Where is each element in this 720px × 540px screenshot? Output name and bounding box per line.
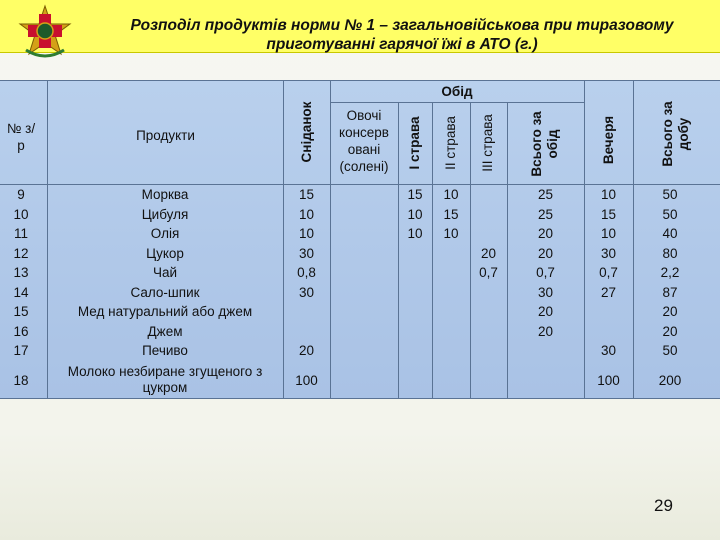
cell-breakfast: 10 xyxy=(298,206,315,222)
cell-c2: 10 xyxy=(443,226,459,241)
cell-product: Сало-шпик xyxy=(130,284,200,300)
cell-product: Цукор xyxy=(146,245,184,261)
cell-product: Цибуля xyxy=(141,206,189,222)
cell-lunch-total: 20 xyxy=(537,323,554,339)
header-second-course: ІІ страва xyxy=(443,116,458,170)
cell-n: 11 xyxy=(13,226,28,241)
cell-n: 9 xyxy=(17,187,25,202)
cell-c1: 10 xyxy=(407,206,423,222)
header-canned-veg: Овочі консерв овані (солені) xyxy=(339,108,389,174)
cell-day-total: 40 xyxy=(662,226,678,241)
cell-breakfast: 100 xyxy=(295,372,318,388)
cell-c1: 15 xyxy=(407,187,423,202)
cell-day-total: 87 xyxy=(662,284,678,300)
cell-dinner: 15 xyxy=(600,206,617,222)
emblem-icon xyxy=(18,4,72,62)
grid-line xyxy=(432,102,433,398)
cell-product: Печиво xyxy=(142,343,188,358)
cell-lunch-total: 20 xyxy=(537,304,554,319)
grid-line xyxy=(330,80,331,398)
cell-n: 10 xyxy=(13,206,29,222)
title-line-1: Розподіл продуктів норми № 1 – загальновійськова при тиразовому xyxy=(130,17,674,34)
header-breakfast: Сніданок xyxy=(299,101,314,163)
cell-day-total: 20 xyxy=(662,323,678,339)
cell-product: Морква xyxy=(141,187,189,202)
cell-breakfast: 0,8 xyxy=(297,265,316,280)
cell-breakfast: 15 xyxy=(298,187,315,202)
cell-c3: 0,7 xyxy=(479,265,498,280)
cell-lunch-total: 0,7 xyxy=(536,265,555,280)
header-first-course: І страва xyxy=(407,116,422,170)
header-num: № з/р xyxy=(6,121,36,153)
cell-day-total: 50 xyxy=(662,343,678,358)
cell-lunch-total: 20 xyxy=(537,245,554,261)
cell-dinner: 0,7 xyxy=(599,265,618,280)
cell-c2: 10 xyxy=(443,187,459,202)
cell-c1: 10 xyxy=(407,226,423,241)
cell-n: 12 xyxy=(13,245,29,261)
cell-n: 18 xyxy=(13,372,29,388)
cell-c3: 20 xyxy=(480,245,497,261)
header-third-course: ІІІ страва xyxy=(480,114,495,172)
cell-day-total: 2,2 xyxy=(660,265,680,280)
cell-dinner: 30 xyxy=(600,343,617,358)
header-lunch: Обід xyxy=(441,84,473,99)
ration-table xyxy=(0,80,720,398)
cell-product: Олія xyxy=(150,226,180,241)
grid-line xyxy=(0,184,720,185)
cell-lunch-total: 25 xyxy=(537,187,554,202)
title-line-2: приготуванні гарячої їжі в АТО (г.) xyxy=(266,36,538,53)
page-number: 29 xyxy=(654,496,673,515)
header-total-lunch: Всього за обід xyxy=(529,111,560,177)
grid-line xyxy=(0,80,720,81)
cell-day-total: 20 xyxy=(662,304,678,319)
grid-line xyxy=(0,398,720,399)
cell-c2: 15 xyxy=(443,206,459,222)
cell-product: Джем xyxy=(147,323,183,339)
header-products: Продукти xyxy=(136,128,195,143)
cell-dinner: 10 xyxy=(600,187,617,202)
header-total-day: Всього за добу xyxy=(660,101,691,167)
cell-lunch-total: 30 xyxy=(537,284,554,300)
cell-n: 16 xyxy=(13,323,29,339)
cell-product: Молоко незбиране згущеного з цукром xyxy=(67,363,263,395)
slide-title xyxy=(92,16,712,54)
cell-lunch-total: 25 xyxy=(537,206,554,222)
cell-breakfast: 20 xyxy=(298,343,315,358)
cell-day-total: 200 xyxy=(658,372,682,388)
cell-day-total: 50 xyxy=(662,206,678,222)
cell-breakfast: 30 xyxy=(298,245,315,261)
cell-dinner: 10 xyxy=(600,226,617,241)
cell-n: 14 xyxy=(13,284,29,300)
cell-breakfast: 30 xyxy=(298,284,315,300)
cell-day-total: 80 xyxy=(662,245,678,261)
cell-breakfast: 10 xyxy=(298,226,315,241)
cell-lunch-total: 20 xyxy=(537,226,554,241)
header-dinner: Вечеря xyxy=(601,115,616,165)
cell-dinner: 100 xyxy=(597,372,620,388)
cell-product: Мед натуральний або джем xyxy=(77,304,253,319)
cell-dinner: 30 xyxy=(600,245,617,261)
grid-line xyxy=(398,102,399,398)
cell-n: 13 xyxy=(13,265,29,280)
cell-n: 15 xyxy=(13,304,29,319)
cell-n: 17 xyxy=(13,343,29,358)
cell-product: Чай xyxy=(152,265,178,280)
cell-dinner: 27 xyxy=(600,284,617,300)
cell-day-total: 50 xyxy=(662,187,678,202)
